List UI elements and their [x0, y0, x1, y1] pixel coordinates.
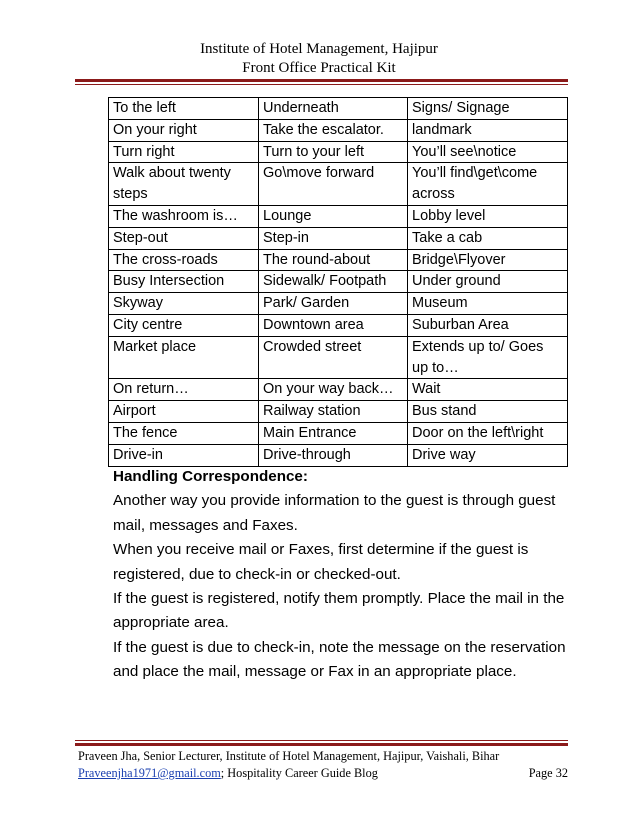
table-row [109, 98, 568, 120]
table-cell: landmark [408, 119, 568, 141]
table-cell: Main Entrance [259, 422, 408, 444]
table-row [109, 119, 568, 141]
footer-email-link[interactable]: Praveenjha1971@gmail.com [78, 766, 221, 780]
table-cell: Railway station [259, 401, 408, 423]
table-row [109, 314, 568, 336]
table-cell: Walk about twenty steps [109, 163, 259, 206]
table-cell: Step-in [259, 227, 408, 249]
table-row [109, 227, 568, 249]
table-cell: On your way back… [259, 379, 408, 401]
table-cell: Go\move forward [259, 163, 408, 206]
table-cell: Airport [109, 401, 259, 423]
section-paragraph: Another way you provide information to the guest is through guest mail, messages and Faxes. [113, 492, 556, 534]
table-cell: Downtown area [259, 314, 408, 336]
section-paragraph: If the guest is registered, notify them promptly. Place the mail in the appropriate area. [113, 590, 565, 632]
table-cell: You’ll see\notice [408, 141, 568, 163]
table-row [109, 205, 568, 227]
table-cell: To the left [109, 98, 259, 120]
table-cell: Museum [408, 293, 568, 315]
table-cell: Suburban Area [408, 314, 568, 336]
table-row [109, 249, 568, 271]
phrases-table [108, 97, 568, 467]
table-cell: Underneath [259, 98, 408, 120]
table-cell: The fence [109, 422, 259, 444]
footer-blog-text: ; Hospitality Career Guide Blog [220, 766, 378, 780]
table-row [109, 293, 568, 315]
table-cell: Crowded street [259, 336, 408, 379]
header-institute: Institute of Hotel Management, Hajipur [200, 41, 438, 57]
table-row [109, 163, 568, 206]
page-footer [78, 748, 568, 782]
table-row [109, 379, 568, 401]
section-paragraph: If the guest is due to check-in, note the message on the reservation and place the mail, message or Fax in an appropriate place. [113, 638, 566, 681]
header-rule-thin [75, 84, 568, 85]
header-kit-title: Front Office Practical Kit [242, 60, 396, 76]
table-cell: Busy Intersection [109, 271, 259, 293]
table-cell: The round-about [259, 249, 408, 271]
table-cell: Bridge\Flyover [408, 249, 568, 271]
correspondence-section [113, 465, 573, 685]
table-cell: Wait [408, 379, 568, 401]
table-cell: Signs/ Signage [408, 98, 568, 120]
table-cell: Drive-through [259, 444, 408, 466]
table-cell: Drive-in [109, 444, 259, 466]
table-row [109, 401, 568, 423]
table-cell: Sidewalk/ Footpath [259, 271, 408, 293]
table-row [109, 422, 568, 444]
page-header [0, 40, 638, 78]
table-cell: Park/ Garden [259, 293, 408, 315]
table-cell: Skyway [109, 293, 259, 315]
table-cell: Extends up to/ Goes up to… [408, 336, 568, 379]
table-cell: Door on the left\right [408, 422, 568, 444]
table-cell: On your right [109, 119, 259, 141]
footer-rule-thick [75, 743, 568, 746]
table-row [109, 336, 568, 379]
table-row [109, 141, 568, 163]
footer-rule-thin [75, 740, 568, 741]
table-row [109, 444, 568, 466]
table-cell: Step-out [109, 227, 259, 249]
table-cell: Take the escalator. [259, 119, 408, 141]
table-cell: The washroom is… [109, 205, 259, 227]
table-cell: Take a cab [408, 227, 568, 249]
table-row [109, 271, 568, 293]
table-cell: Lobby level [408, 205, 568, 227]
table-cell: Bus stand [408, 401, 568, 423]
section-paragraph: When you receive mail or Faxes, first determine if the guest is registered, due to check-in or checked-out. [113, 541, 529, 583]
table-cell: Under ground [408, 271, 568, 293]
footer-author: Praveen Jha, Senior Lecturer, Institute of Hotel Management, Hajipur, Vaishali, Bihar [78, 749, 500, 763]
table-cell: Market place [109, 336, 259, 379]
section-heading: Handling Correspondence: [113, 468, 308, 485]
table-cell: You’ll find\get\come across [408, 163, 568, 206]
page-number: Page 32 [528, 766, 568, 780]
table-cell: Lounge [259, 205, 408, 227]
table-cell: Drive way [408, 444, 568, 466]
header-rule-thick [75, 79, 568, 82]
table-cell: The cross-roads [109, 249, 259, 271]
table-cell: City centre [109, 314, 259, 336]
table-cell: Turn right [109, 141, 259, 163]
table-cell: Turn to your left [259, 141, 408, 163]
table-cell: On return… [109, 379, 259, 401]
footer-contact-line [78, 765, 568, 782]
